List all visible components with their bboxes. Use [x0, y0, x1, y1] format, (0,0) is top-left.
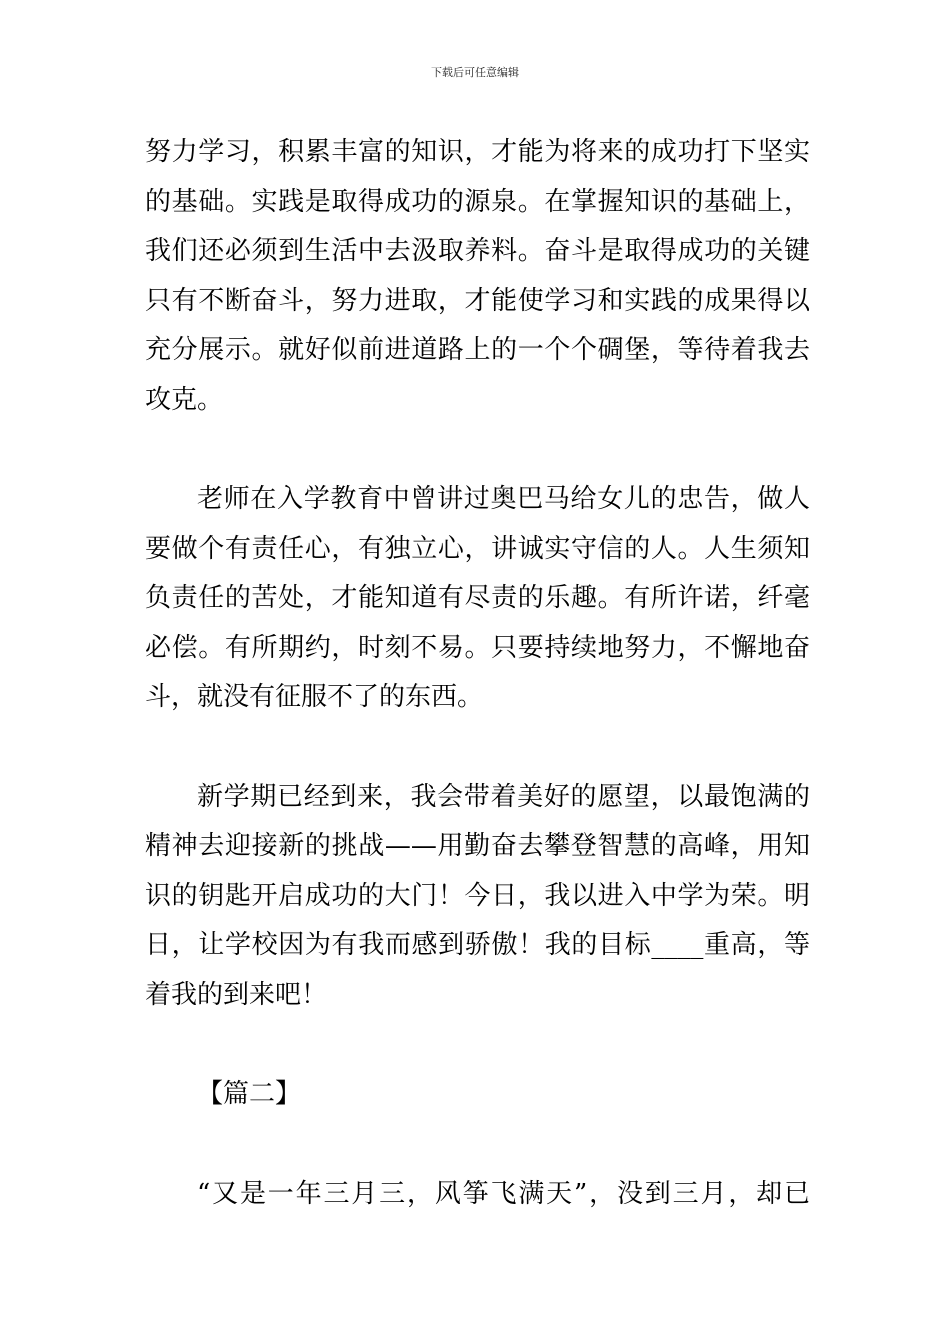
text-line: 充分展示。就好似前进道路上的一个个碉堡，等待着我去 [145, 335, 810, 365]
text-line: 新学期已经到来，我会带着美好的愿望，以最饱满的 [197, 781, 810, 812]
text-line: 斗，就没有征服不了的东西。 [145, 682, 484, 712]
text-line: 老师在入学教育中曾讲过奥巴马给女儿的忠告，做人 [197, 484, 810, 514]
text-line: “又是一年三月三，风筝飞满天”，没到三月，却已 [197, 1178, 810, 1209]
document-body [145, 128, 810, 1219]
section-heading: 【篇二】 [197, 1079, 302, 1109]
paragraph-spacer [145, 723, 810, 773]
paragraph-spacer [145, 1120, 810, 1170]
page-header: 下载后可任意编辑 [431, 66, 519, 79]
text-line: 只有不断奋斗，努力进取，才能使学习和实践的成果得以 [145, 285, 810, 316]
text-line: 攻克。 [145, 384, 224, 415]
text-line: 的基础。实践是取得成功的源泉。在掌握知识的基础上， [145, 186, 810, 217]
paragraph-1 [145, 128, 810, 425]
paragraph-2 [145, 475, 810, 723]
paragraph-3 [145, 773, 810, 1021]
text-line: 努力学习，积累丰富的知识，才能为将来的成功打下坚实 [145, 137, 810, 167]
text-line: 负责任的苦处，才能知道有尽责的乐趣。有所许诺，纤毫 [145, 583, 810, 613]
text-line: 必偿。有所期约，时刻不易。只要持续地努力，不懈地奋 [145, 632, 810, 663]
text-line: 着我的到来吧！ [145, 979, 328, 1010]
paragraph-spacer [145, 1020, 810, 1070]
text-line: 识的钥匙开启成功的大门！今日，我以进入中学为荣。明 [145, 880, 810, 911]
text-line: 日，让学校因为有我而感到骄傲！我的目标____重高，等 [145, 930, 810, 960]
text-line: 我们还必须到生活中去汲取养料。奋斗是取得成功的关键 [145, 236, 810, 266]
text-line: 精神去迎接新的挑战——用勤奋去攀登智慧的高峰，用知 [145, 831, 810, 861]
paragraph-spacer [145, 425, 810, 475]
text-line: 要做个有责任心，有独立心，讲诚实守信的人。人生须知 [145, 533, 810, 564]
